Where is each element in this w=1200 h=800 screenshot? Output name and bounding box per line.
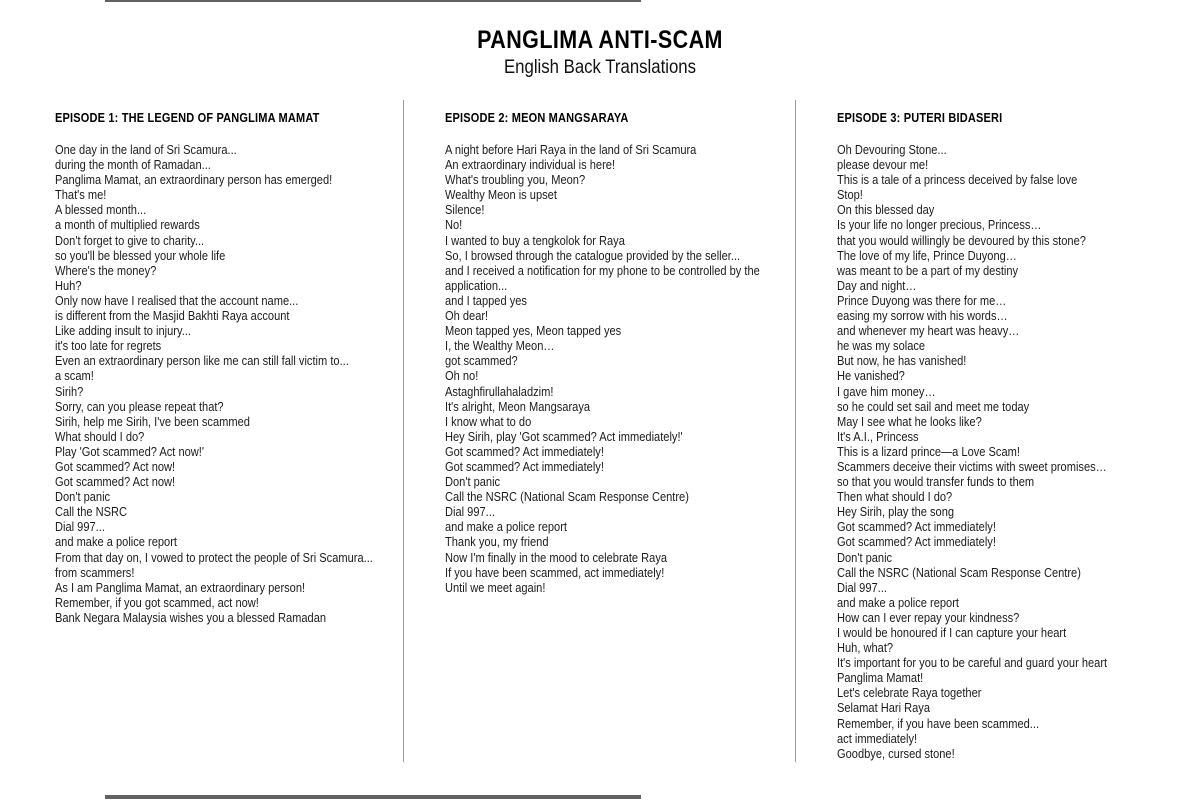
dialogue-line: was meant to be a part of my destiny <box>837 263 1019 278</box>
dialogue-line: This is a lizard prince—a Love Scam! <box>837 444 1020 459</box>
dialogue-line: Call the NSRC (National Scam Response Centre) <box>837 565 1081 580</box>
dialogue-line: On this blessed day <box>837 203 935 218</box>
dialogue-line: during the month of Ramadan... <box>55 158 211 173</box>
dialogue-line: Got scammed? Act immediately! <box>837 535 996 550</box>
dialogue-line: Now I'm finally in the mood to celebrate Raya <box>445 550 668 565</box>
dialogue-line: From that day on, I vowed to protect the people of Sri Scamura... <box>55 550 373 565</box>
episode-column-3 <box>837 111 1184 762</box>
dialogue-line: Thank you, my friend <box>445 535 549 550</box>
column-divider-1 <box>403 100 404 762</box>
dialogue-line: Where's the money? <box>55 263 157 278</box>
dialogue-line: and make a police report <box>55 535 177 550</box>
dialogue-line: Sirih, help me Sirih, I've been scammed <box>55 414 250 429</box>
dialogue-line: Don't panic <box>445 475 501 490</box>
dialogue-line: easing my sorrow with his words… <box>837 309 1008 324</box>
dialogue-line: so that you would transfer funds to them <box>837 475 1035 490</box>
dialogue-line: No! <box>445 218 463 233</box>
episode-1-lines <box>55 143 402 626</box>
dialogue-line: So, I browsed through the catalogue provided by the seller... <box>445 248 741 263</box>
dialogue-line: Even an extraordinary person like me can still fall victim to... <box>55 354 349 369</box>
dialogue-line: The love of my life, Prince Duyong… <box>837 248 1017 263</box>
dialogue-line: A blessed month... <box>55 203 147 218</box>
dialogue-line: Don't panic <box>837 550 893 565</box>
dialogue-line: Day and night… <box>837 278 917 293</box>
dialogue-line: Got scammed? Act now! <box>55 475 176 490</box>
dialogue-line: that you would willingly be devoured by this stone? <box>837 233 1086 248</box>
dialogue-line: Dial 997... <box>837 580 887 595</box>
dialogue-line: What should I do? <box>55 429 145 444</box>
dialogue-line: He vanished? <box>837 369 905 384</box>
dialogue-line: Like adding insult to injury... <box>55 324 191 339</box>
dialogue-line: How can I ever repay your kindness? <box>837 610 1020 625</box>
dialogue-line: Got scammed? Act immediately! <box>445 444 604 459</box>
dialogue-line: Call the NSRC (National Scam Response Centre) <box>445 490 689 505</box>
dialogue-line: Prince Duyong was there for me… <box>837 293 1007 308</box>
dialogue-line: Let's celebrate Raya together <box>837 686 982 701</box>
document-subtitle: English Back Translations <box>503 56 697 78</box>
dialogue-line: Got scammed? Act now! <box>55 459 176 474</box>
dialogue-line: Meon tapped yes, Meon tapped yes <box>445 324 622 339</box>
dialogue-line: Don't panic <box>55 490 111 505</box>
dialogue-line: Remember, if you have been scammed... <box>837 716 1040 731</box>
dialogue-line: It's A.I., Princess <box>837 429 919 444</box>
dialogue-line: Bank Negara Malaysia wishes you a blessed Ramadan <box>55 610 327 625</box>
dialogue-line: Only now have I realised that the account name... <box>55 293 299 308</box>
dialogue-line: Silence! <box>445 203 485 218</box>
dialogue-line: Sorry, can you please repeat that? <box>55 399 224 414</box>
dialogue-line: Hey Sirih, play 'Got scammed? Act immediately!' <box>445 429 683 444</box>
dialogue-line: Remember, if you got scammed, act now! <box>55 595 259 610</box>
episode-2-lines <box>445 143 792 596</box>
page-crop-artifact-bottom <box>105 795 641 799</box>
dialogue-line: If you have been scammed, act immediately! <box>445 565 665 580</box>
dialogue-line: so he could set sail and meet me today <box>837 399 1030 414</box>
document-header <box>84 26 1116 79</box>
episode-3-lines <box>837 143 1184 762</box>
episode-column-1 <box>55 111 402 626</box>
dialogue-line: I wanted to buy a tengkolok for Raya <box>445 233 625 248</box>
dialogue-line: Is your life no longer precious, Princess… <box>837 218 1042 233</box>
dialogue-line: Sirih? <box>55 384 84 399</box>
dialogue-line: he was my solace <box>837 339 926 354</box>
dialogue-line: Got scammed? Act immediately! <box>837 520 996 535</box>
dialogue-line: Got scammed? Act immediately! <box>445 459 604 474</box>
dialogue-line: got scammed? <box>445 354 518 369</box>
episode-column-2 <box>445 111 792 596</box>
dialogue-line: I gave him money… <box>837 384 936 399</box>
dialogue-line: and make a police report <box>445 520 567 535</box>
dialogue-line: and I received a notification for my phone to be controlled by the application... <box>445 263 760 293</box>
dialogue-line: Selamat Hari Raya <box>837 701 931 716</box>
dialogue-line: What's troubling you, Meon? <box>445 173 586 188</box>
dialogue-line: it's too late for regrets <box>55 339 162 354</box>
dialogue-line: I would be honoured if I can capture your heart <box>837 626 1067 640</box>
dialogue-line: One day in the land of Sri Scamura... <box>55 143 237 157</box>
dialogue-line: act immediately! <box>837 731 918 746</box>
column-divider-2 <box>795 100 796 762</box>
dialogue-line: and I tapped yes <box>445 293 527 308</box>
document-title: PANGLIMA ANTI-SCAM <box>477 26 723 54</box>
dialogue-line: Don't forget to give to charity... <box>55 233 205 248</box>
dialogue-line: Oh Devouring Stone... <box>837 143 947 157</box>
dialogue-line: and whenever my heart was heavy… <box>837 324 1020 339</box>
episode-3-title: EPISODE 3: PUTERI BIDASERI <box>837 111 1003 125</box>
dialogue-line: Huh? <box>55 278 82 293</box>
dialogue-line: Panglima Mamat, an extraordinary person has emerged! <box>55 173 333 188</box>
dialogue-line: Oh dear! <box>445 309 489 324</box>
dialogue-line: A night before Hari Raya in the land of Sri Scamura <box>445 143 697 157</box>
dialogue-line: Then what should I do? <box>837 490 953 505</box>
dialogue-line: Until we meet again! <box>445 580 546 595</box>
dialogue-line: I know what to do <box>445 414 532 429</box>
dialogue-line: Oh no! <box>445 369 479 384</box>
dialogue-line: so you'll be blessed your whole life <box>55 248 226 263</box>
dialogue-line: This is a tale of a princess deceived by false love <box>837 173 1078 188</box>
dialogue-line: I, the Wealthy Meon… <box>445 339 555 354</box>
dialogue-line: Play 'Got scammed? Act now!' <box>55 444 204 459</box>
dialogue-line: Goodbye, cursed stone! <box>837 746 955 761</box>
episode-2-title: EPISODE 2: MEON MANGSARAYA <box>445 111 629 125</box>
dialogue-line: Wealthy Meon is upset <box>445 188 557 203</box>
episode-1-title: EPISODE 1: THE LEGEND OF PANGLIMA MAMAT <box>55 111 320 125</box>
page-crop-artifact-top <box>105 0 641 2</box>
dialogue-line: Huh, what? <box>837 641 894 656</box>
dialogue-line: Dial 997... <box>55 520 105 535</box>
dialogue-line: Call the NSRC <box>55 505 128 520</box>
dialogue-line: It's alright, Meon Mangsaraya <box>445 399 591 414</box>
dialogue-line: Scammers deceive their victims with sweet promises… <box>837 459 1107 474</box>
dialogue-line: Panglima Mamat! <box>837 671 924 686</box>
dialogue-line: But now, he has vanished! <box>837 354 967 369</box>
dialogue-line: a month of multiplied rewards <box>55 218 200 233</box>
dialogue-line: Astaghfirullahaladzim! <box>445 384 554 399</box>
dialogue-line: An extraordinary individual is here! <box>445 158 616 173</box>
dialogue-line: May I see what he looks like? <box>837 414 982 429</box>
dialogue-line: It's important for you to be careful and guard your heart <box>837 656 1108 671</box>
dialogue-line: That's me! <box>55 188 107 203</box>
dialogue-line: from scammers! <box>55 565 135 580</box>
dialogue-line: a scam! <box>55 369 94 384</box>
dialogue-line: and make a police report <box>837 595 959 610</box>
dialogue-line: Dial 997... <box>445 505 495 520</box>
dialogue-line: is different from the Masjid Bakhti Raya account <box>55 309 290 324</box>
dialogue-line: Hey Sirih, play the song <box>837 505 955 520</box>
dialogue-line: As I am Panglima Mamat, an extraordinary person! <box>55 580 306 595</box>
dialogue-line: please devour me! <box>837 158 929 173</box>
dialogue-line: Stop! <box>837 188 863 203</box>
